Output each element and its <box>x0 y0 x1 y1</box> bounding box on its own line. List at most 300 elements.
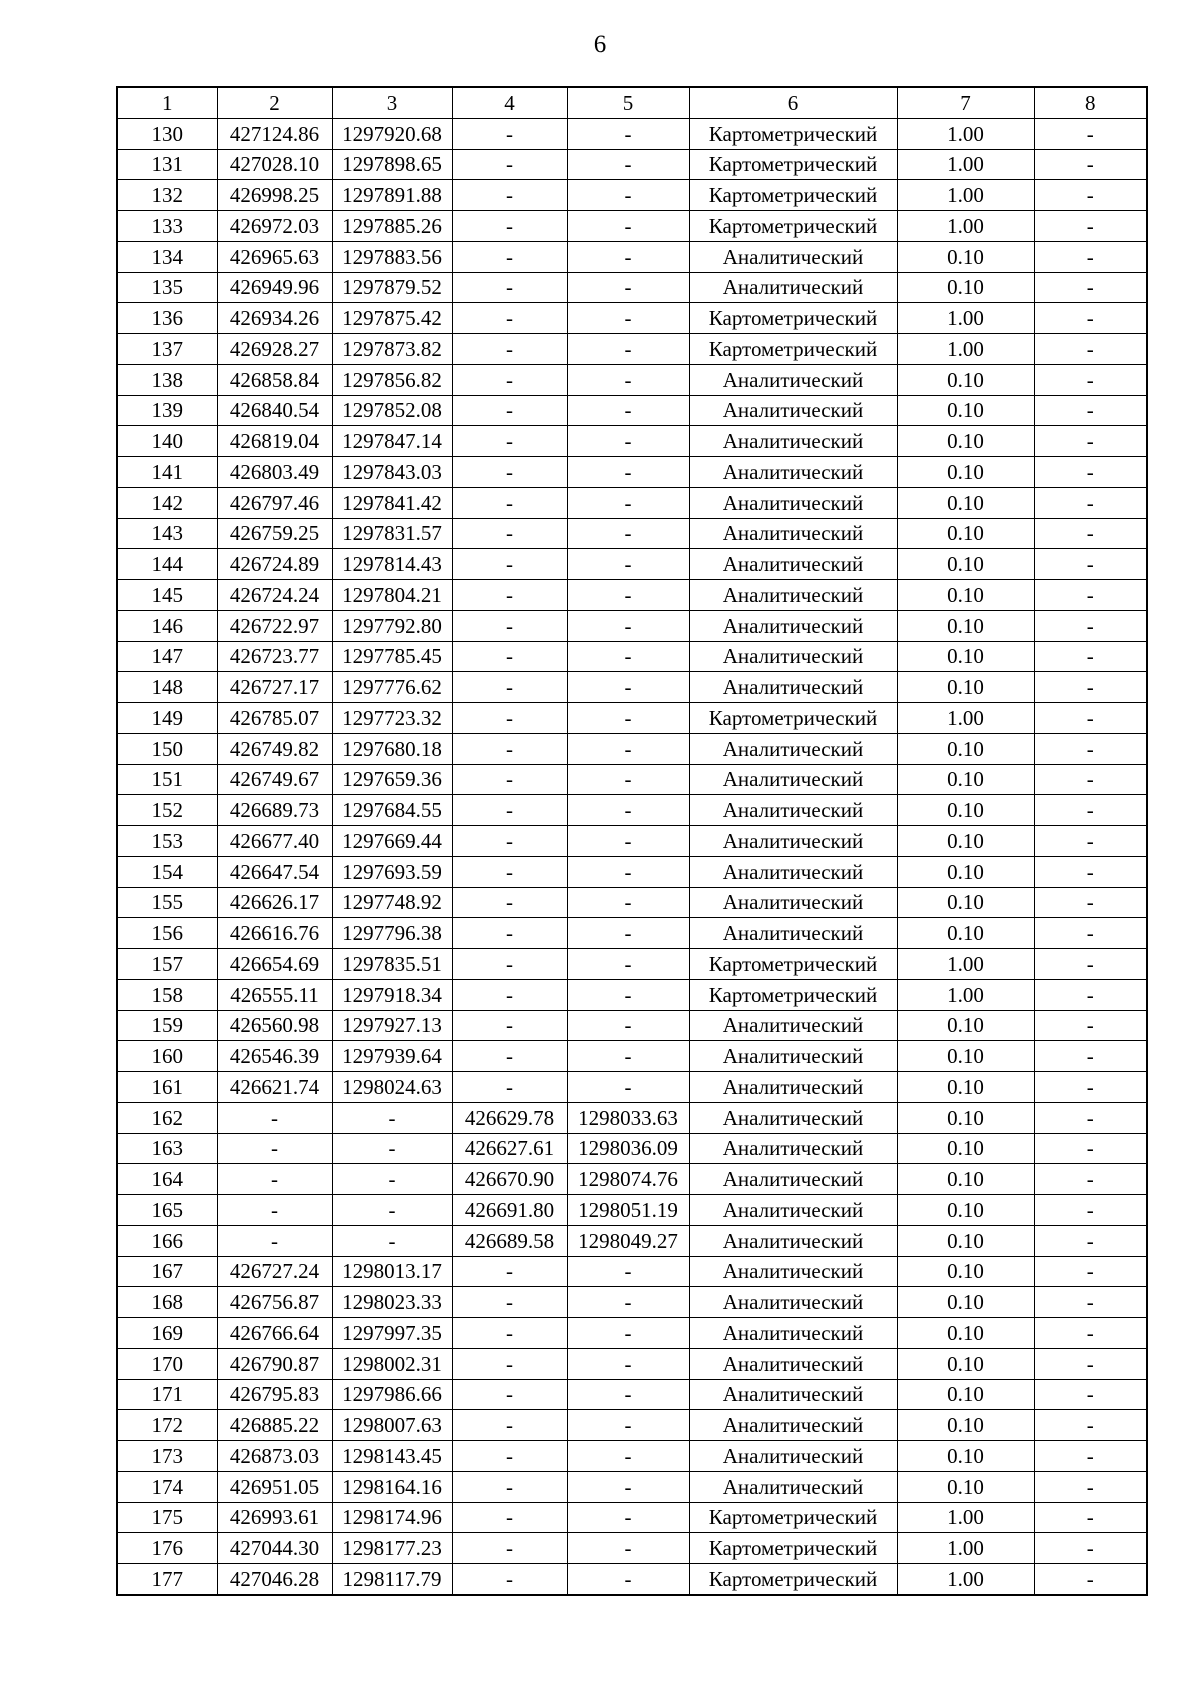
point-number-cell: 131 <box>117 149 217 180</box>
method-cell: Аналитический <box>689 1348 897 1379</box>
method-cell: Аналитический <box>689 887 897 918</box>
x-coordinate-cell: - <box>217 1102 332 1133</box>
new-x-coordinate-cell: - <box>452 457 567 488</box>
new-x-coordinate-cell: - <box>452 1502 567 1533</box>
accuracy-cell: 1.00 <box>897 979 1034 1010</box>
y-coordinate-cell: 1298177.23 <box>332 1533 452 1564</box>
accuracy-cell: 0.10 <box>897 241 1034 272</box>
table-row <box>117 180 1147 211</box>
new-y-coordinate-cell: - <box>567 1379 689 1410</box>
new-y-coordinate-cell: - <box>567 703 689 734</box>
description-cell: - <box>1034 672 1147 703</box>
x-coordinate-cell: 426724.89 <box>217 549 332 580</box>
x-coordinate-cell: 426654.69 <box>217 949 332 980</box>
accuracy-cell: 0.10 <box>897 549 1034 580</box>
table-row <box>117 979 1147 1010</box>
table-row <box>117 118 1147 149</box>
new-x-coordinate-cell: - <box>452 641 567 672</box>
new-y-coordinate-cell: - <box>567 487 689 518</box>
method-cell: Аналитический <box>689 1441 897 1472</box>
accuracy-cell: 0.10 <box>897 1133 1034 1164</box>
page-number: 6 <box>593 31 607 58</box>
method-cell: Картометрический <box>689 334 897 365</box>
description-cell: - <box>1034 580 1147 611</box>
new-x-coordinate-cell: - <box>452 180 567 211</box>
new-x-coordinate-cell: - <box>452 364 567 395</box>
new-x-coordinate-cell: - <box>452 487 567 518</box>
y-coordinate-cell: - <box>332 1164 452 1195</box>
description-cell: - <box>1034 149 1147 180</box>
y-coordinate-cell: 1297835.51 <box>332 949 452 980</box>
point-number-cell: 138 <box>117 364 217 395</box>
table-row <box>117 795 1147 826</box>
table-row <box>117 1041 1147 1072</box>
x-coordinate-cell: 426885.22 <box>217 1410 332 1441</box>
table-row <box>117 1256 1147 1287</box>
description-cell: - <box>1034 826 1147 857</box>
y-coordinate-cell: - <box>332 1133 452 1164</box>
y-coordinate-cell: 1297997.35 <box>332 1318 452 1349</box>
y-coordinate-cell: - <box>332 1102 452 1133</box>
point-number-cell: 166 <box>117 1225 217 1256</box>
description-cell: - <box>1034 1072 1147 1103</box>
table-row <box>117 1010 1147 1041</box>
y-coordinate-cell: 1297891.88 <box>332 180 452 211</box>
new-x-coordinate-cell: - <box>452 118 567 149</box>
accuracy-cell: 0.10 <box>897 1072 1034 1103</box>
point-number-cell: 151 <box>117 764 217 795</box>
x-coordinate-cell: 426803.49 <box>217 457 332 488</box>
accuracy-cell: 0.10 <box>897 1195 1034 1226</box>
new-y-coordinate-cell: - <box>567 180 689 211</box>
method-cell: Аналитический <box>689 1010 897 1041</box>
method-cell: Картометрический <box>689 118 897 149</box>
point-number-cell: 156 <box>117 918 217 949</box>
y-coordinate-cell: 1298002.31 <box>332 1348 452 1379</box>
method-cell: Аналитический <box>689 1287 897 1318</box>
y-coordinate-cell: 1297879.52 <box>332 272 452 303</box>
accuracy-cell: 0.10 <box>897 610 1034 641</box>
description-cell: - <box>1034 241 1147 272</box>
method-cell: Аналитический <box>689 487 897 518</box>
method-cell: Аналитический <box>689 1225 897 1256</box>
y-coordinate-cell: 1297796.38 <box>332 918 452 949</box>
point-number-cell: 170 <box>117 1348 217 1379</box>
method-cell: Аналитический <box>689 733 897 764</box>
table-row <box>117 1318 1147 1349</box>
column-header: 8 <box>1034 87 1147 118</box>
new-x-coordinate-cell: 426670.90 <box>452 1164 567 1195</box>
description-cell: - <box>1034 1287 1147 1318</box>
method-cell: Картометрический <box>689 180 897 211</box>
accuracy-cell: 0.10 <box>897 364 1034 395</box>
point-number-cell: 159 <box>117 1010 217 1041</box>
new-x-coordinate-cell: - <box>452 334 567 365</box>
description-cell: - <box>1034 979 1147 1010</box>
method-cell: Картометрический <box>689 211 897 242</box>
y-coordinate-cell: 1297693.59 <box>332 856 452 887</box>
new-y-coordinate-cell: - <box>567 795 689 826</box>
method-cell: Картометрический <box>689 703 897 734</box>
x-coordinate-cell: 426858.84 <box>217 364 332 395</box>
description-cell: - <box>1034 1195 1147 1226</box>
description-cell: - <box>1034 457 1147 488</box>
x-coordinate-cell: 426972.03 <box>217 211 332 242</box>
y-coordinate-cell: 1298024.63 <box>332 1072 452 1103</box>
description-cell: - <box>1034 795 1147 826</box>
y-coordinate-cell: 1297927.13 <box>332 1010 452 1041</box>
new-x-coordinate-cell: - <box>452 887 567 918</box>
x-coordinate-cell: 426555.11 <box>217 979 332 1010</box>
table-row <box>117 1225 1147 1256</box>
accuracy-cell: 0.10 <box>897 672 1034 703</box>
x-coordinate-cell: 426965.63 <box>217 241 332 272</box>
new-y-coordinate-cell: - <box>567 334 689 365</box>
column-header: 4 <box>452 87 567 118</box>
x-coordinate-cell: 426951.05 <box>217 1471 332 1502</box>
table-row <box>117 272 1147 303</box>
new-y-coordinate-cell: - <box>567 764 689 795</box>
new-x-coordinate-cell: - <box>452 1072 567 1103</box>
new-x-coordinate-cell: - <box>452 211 567 242</box>
new-x-coordinate-cell: - <box>452 395 567 426</box>
new-y-coordinate-cell: - <box>567 1318 689 1349</box>
accuracy-cell: 0.10 <box>897 1225 1034 1256</box>
new-x-coordinate-cell: - <box>452 918 567 949</box>
y-coordinate-cell: 1297986.66 <box>332 1379 452 1410</box>
x-coordinate-cell: 426949.96 <box>217 272 332 303</box>
description-cell: - <box>1034 549 1147 580</box>
point-number-cell: 163 <box>117 1133 217 1164</box>
accuracy-cell: 1.00 <box>897 180 1034 211</box>
new-x-coordinate-cell: - <box>452 1471 567 1502</box>
x-coordinate-cell: - <box>217 1225 332 1256</box>
method-cell: Аналитический <box>689 580 897 611</box>
description-cell: - <box>1034 1133 1147 1164</box>
method-cell: Аналитический <box>689 1102 897 1133</box>
point-number-cell: 177 <box>117 1564 217 1595</box>
accuracy-cell: 0.10 <box>897 764 1034 795</box>
column-header: 3 <box>332 87 452 118</box>
method-cell: Картометрический <box>689 1564 897 1595</box>
new-x-coordinate-cell: - <box>452 1564 567 1595</box>
new-x-coordinate-cell: - <box>452 1533 567 1564</box>
y-coordinate-cell: 1297748.92 <box>332 887 452 918</box>
point-number-cell: 136 <box>117 303 217 334</box>
x-coordinate-cell: 427044.30 <box>217 1533 332 1564</box>
new-x-coordinate-cell: - <box>452 303 567 334</box>
description-cell: - <box>1034 1564 1147 1595</box>
table-row <box>117 918 1147 949</box>
point-number-cell: 153 <box>117 826 217 857</box>
y-coordinate-cell: 1298013.17 <box>332 1256 452 1287</box>
new-y-coordinate-cell: 1298049.27 <box>567 1225 689 1256</box>
accuracy-cell: 0.10 <box>897 426 1034 457</box>
y-coordinate-cell: - <box>332 1195 452 1226</box>
new-x-coordinate-cell: - <box>452 1348 567 1379</box>
accuracy-cell: 1.00 <box>897 303 1034 334</box>
new-y-coordinate-cell: - <box>567 1287 689 1318</box>
description-cell: - <box>1034 334 1147 365</box>
method-cell: Аналитический <box>689 1041 897 1072</box>
new-x-coordinate-cell: - <box>452 703 567 734</box>
new-y-coordinate-cell: - <box>567 887 689 918</box>
y-coordinate-cell: 1297885.26 <box>332 211 452 242</box>
method-cell: Аналитический <box>689 426 897 457</box>
method-cell: Аналитический <box>689 1471 897 1502</box>
table-row <box>117 949 1147 980</box>
table-row <box>117 1164 1147 1195</box>
x-coordinate-cell: - <box>217 1164 332 1195</box>
new-y-coordinate-cell: - <box>567 1010 689 1041</box>
new-y-coordinate-cell: - <box>567 118 689 149</box>
method-cell: Картометрический <box>689 1533 897 1564</box>
x-coordinate-cell: 426722.97 <box>217 610 332 641</box>
new-y-coordinate-cell: - <box>567 211 689 242</box>
accuracy-cell: 0.10 <box>897 887 1034 918</box>
description-cell: - <box>1034 918 1147 949</box>
point-number-cell: 164 <box>117 1164 217 1195</box>
new-y-coordinate-cell: - <box>567 241 689 272</box>
description-cell: - <box>1034 1471 1147 1502</box>
point-number-cell: 133 <box>117 211 217 242</box>
x-coordinate-cell: 426616.76 <box>217 918 332 949</box>
new-y-coordinate-cell: - <box>567 949 689 980</box>
new-y-coordinate-cell: - <box>567 979 689 1010</box>
method-cell: Аналитический <box>689 764 897 795</box>
description-cell: - <box>1034 641 1147 672</box>
table-row <box>117 549 1147 580</box>
point-number-cell: 152 <box>117 795 217 826</box>
point-number-cell: 158 <box>117 979 217 1010</box>
method-cell: Аналитический <box>689 1410 897 1441</box>
new-x-coordinate-cell: - <box>452 518 567 549</box>
accuracy-cell: 0.10 <box>897 1164 1034 1195</box>
accuracy-cell: 0.10 <box>897 518 1034 549</box>
accuracy-cell: 0.10 <box>897 580 1034 611</box>
new-y-coordinate-cell: - <box>567 549 689 580</box>
description-cell: - <box>1034 1379 1147 1410</box>
new-y-coordinate-cell: - <box>567 457 689 488</box>
table-row <box>117 241 1147 272</box>
new-y-coordinate-cell: - <box>567 1256 689 1287</box>
description-cell: - <box>1034 518 1147 549</box>
point-number-cell: 155 <box>117 887 217 918</box>
description-cell: - <box>1034 1533 1147 1564</box>
y-coordinate-cell: 1297883.56 <box>332 241 452 272</box>
x-coordinate-cell: 426993.61 <box>217 1502 332 1533</box>
table-row <box>117 518 1147 549</box>
y-coordinate-cell: 1297785.45 <box>332 641 452 672</box>
new-y-coordinate-cell: - <box>567 303 689 334</box>
new-y-coordinate-cell: - <box>567 1041 689 1072</box>
description-cell: - <box>1034 1410 1147 1441</box>
new-y-coordinate-cell: - <box>567 856 689 887</box>
accuracy-cell: 0.10 <box>897 826 1034 857</box>
description-cell: - <box>1034 180 1147 211</box>
point-number-cell: 144 <box>117 549 217 580</box>
coordinates-table <box>116 86 1148 1596</box>
new-x-coordinate-cell: - <box>452 764 567 795</box>
point-number-cell: 145 <box>117 580 217 611</box>
x-coordinate-cell: 426546.39 <box>217 1041 332 1072</box>
new-y-coordinate-cell: - <box>567 395 689 426</box>
y-coordinate-cell: 1297659.36 <box>332 764 452 795</box>
new-y-coordinate-cell: - <box>567 149 689 180</box>
method-cell: Аналитический <box>689 1133 897 1164</box>
point-number-cell: 174 <box>117 1471 217 1502</box>
method-cell: Аналитический <box>689 795 897 826</box>
table-row <box>117 826 1147 857</box>
description-cell: - <box>1034 764 1147 795</box>
description-cell: - <box>1034 426 1147 457</box>
method-cell: Аналитический <box>689 918 897 949</box>
new-y-coordinate-cell: - <box>567 1564 689 1595</box>
description-cell: - <box>1034 1041 1147 1072</box>
table-row <box>117 1502 1147 1533</box>
description-cell: - <box>1034 364 1147 395</box>
table-row <box>117 1410 1147 1441</box>
new-y-coordinate-cell: - <box>567 1502 689 1533</box>
description-cell: - <box>1034 1225 1147 1256</box>
table-row <box>117 211 1147 242</box>
description-cell: - <box>1034 1164 1147 1195</box>
new-x-coordinate-cell: - <box>452 580 567 611</box>
new-x-coordinate-cell: - <box>452 672 567 703</box>
table-row <box>117 149 1147 180</box>
y-coordinate-cell: 1297684.55 <box>332 795 452 826</box>
accuracy-cell: 1.00 <box>897 118 1034 149</box>
x-coordinate-cell: 426727.17 <box>217 672 332 703</box>
y-coordinate-cell: - <box>332 1225 452 1256</box>
column-header: 2 <box>217 87 332 118</box>
point-number-cell: 134 <box>117 241 217 272</box>
accuracy-cell: 0.10 <box>897 487 1034 518</box>
x-coordinate-cell: 426689.73 <box>217 795 332 826</box>
accuracy-cell: 1.00 <box>897 1564 1034 1595</box>
method-cell: Аналитический <box>689 1256 897 1287</box>
method-cell: Аналитический <box>689 1318 897 1349</box>
method-cell: Аналитический <box>689 241 897 272</box>
y-coordinate-cell: 1298023.33 <box>332 1287 452 1318</box>
new-x-coordinate-cell: - <box>452 549 567 580</box>
y-coordinate-cell: 1298174.96 <box>332 1502 452 1533</box>
table-row <box>117 1564 1147 1595</box>
new-x-coordinate-cell: - <box>452 1441 567 1472</box>
point-number-cell: 169 <box>117 1318 217 1349</box>
point-number-cell: 149 <box>117 703 217 734</box>
y-coordinate-cell: 1297804.21 <box>332 580 452 611</box>
new-x-coordinate-cell: - <box>452 1287 567 1318</box>
method-cell: Картометрический <box>689 303 897 334</box>
point-number-cell: 135 <box>117 272 217 303</box>
column-header: 5 <box>567 87 689 118</box>
new-y-coordinate-cell: - <box>567 918 689 949</box>
method-cell: Аналитический <box>689 395 897 426</box>
y-coordinate-cell: 1297852.08 <box>332 395 452 426</box>
y-coordinate-cell: 1297873.82 <box>332 334 452 365</box>
column-header: 7 <box>897 87 1034 118</box>
column-header: 6 <box>689 87 897 118</box>
point-number-cell: 161 <box>117 1072 217 1103</box>
column-header: 1 <box>117 87 217 118</box>
point-number-cell: 137 <box>117 334 217 365</box>
x-coordinate-cell: 426840.54 <box>217 395 332 426</box>
y-coordinate-cell: 1297847.14 <box>332 426 452 457</box>
table-row <box>117 1441 1147 1472</box>
method-cell: Аналитический <box>689 1164 897 1195</box>
table-header-row <box>117 87 1147 118</box>
x-coordinate-cell: 426928.27 <box>217 334 332 365</box>
y-coordinate-cell: 1297856.82 <box>332 364 452 395</box>
table-row <box>117 580 1147 611</box>
point-number-cell: 143 <box>117 518 217 549</box>
x-coordinate-cell: 426723.77 <box>217 641 332 672</box>
table-row <box>117 1072 1147 1103</box>
description-cell: - <box>1034 949 1147 980</box>
accuracy-cell: 1.00 <box>897 703 1034 734</box>
method-cell: Картометрический <box>689 1502 897 1533</box>
method-cell: Аналитический <box>689 1379 897 1410</box>
accuracy-cell: 0.10 <box>897 272 1034 303</box>
accuracy-cell: 0.10 <box>897 1041 1034 1072</box>
accuracy-cell: 0.10 <box>897 795 1034 826</box>
new-y-coordinate-cell: - <box>567 672 689 703</box>
y-coordinate-cell: 1297920.68 <box>332 118 452 149</box>
new-x-coordinate-cell: - <box>452 1041 567 1072</box>
point-number-cell: 132 <box>117 180 217 211</box>
x-coordinate-cell: 426795.83 <box>217 1379 332 1410</box>
y-coordinate-cell: 1297875.42 <box>332 303 452 334</box>
accuracy-cell: 0.10 <box>897 1441 1034 1472</box>
description-cell: - <box>1034 1441 1147 1472</box>
y-coordinate-cell: 1297898.65 <box>332 149 452 180</box>
new-x-coordinate-cell: - <box>452 610 567 641</box>
accuracy-cell: 0.10 <box>897 856 1034 887</box>
description-cell: - <box>1034 395 1147 426</box>
method-cell: Аналитический <box>689 1072 897 1103</box>
x-coordinate-cell: 426749.67 <box>217 764 332 795</box>
method-cell: Аналитический <box>689 457 897 488</box>
y-coordinate-cell: 1297669.44 <box>332 826 452 857</box>
new-y-coordinate-cell: - <box>567 272 689 303</box>
y-coordinate-cell: 1297843.03 <box>332 457 452 488</box>
method-cell: Аналитический <box>689 826 897 857</box>
method-cell: Аналитический <box>689 364 897 395</box>
method-cell: Картометрический <box>689 949 897 980</box>
new-x-coordinate-cell: - <box>452 733 567 764</box>
x-coordinate-cell: 426560.98 <box>217 1010 332 1041</box>
x-coordinate-cell: 426934.26 <box>217 303 332 334</box>
point-number-cell: 176 <box>117 1533 217 1564</box>
table-row <box>117 303 1147 334</box>
point-number-cell: 168 <box>117 1287 217 1318</box>
table-row <box>117 1195 1147 1226</box>
new-y-coordinate-cell: 1298033.63 <box>567 1102 689 1133</box>
point-number-cell: 160 <box>117 1041 217 1072</box>
new-y-coordinate-cell: - <box>567 426 689 457</box>
accuracy-cell: 1.00 <box>897 149 1034 180</box>
accuracy-cell: 0.10 <box>897 1348 1034 1379</box>
new-x-coordinate-cell: 426691.80 <box>452 1195 567 1226</box>
table-row <box>117 1348 1147 1379</box>
table-row <box>117 641 1147 672</box>
table-row <box>117 334 1147 365</box>
description-cell: - <box>1034 1010 1147 1041</box>
x-coordinate-cell: 427124.86 <box>217 118 332 149</box>
point-number-cell: 140 <box>117 426 217 457</box>
method-cell: Картометрический <box>689 979 897 1010</box>
